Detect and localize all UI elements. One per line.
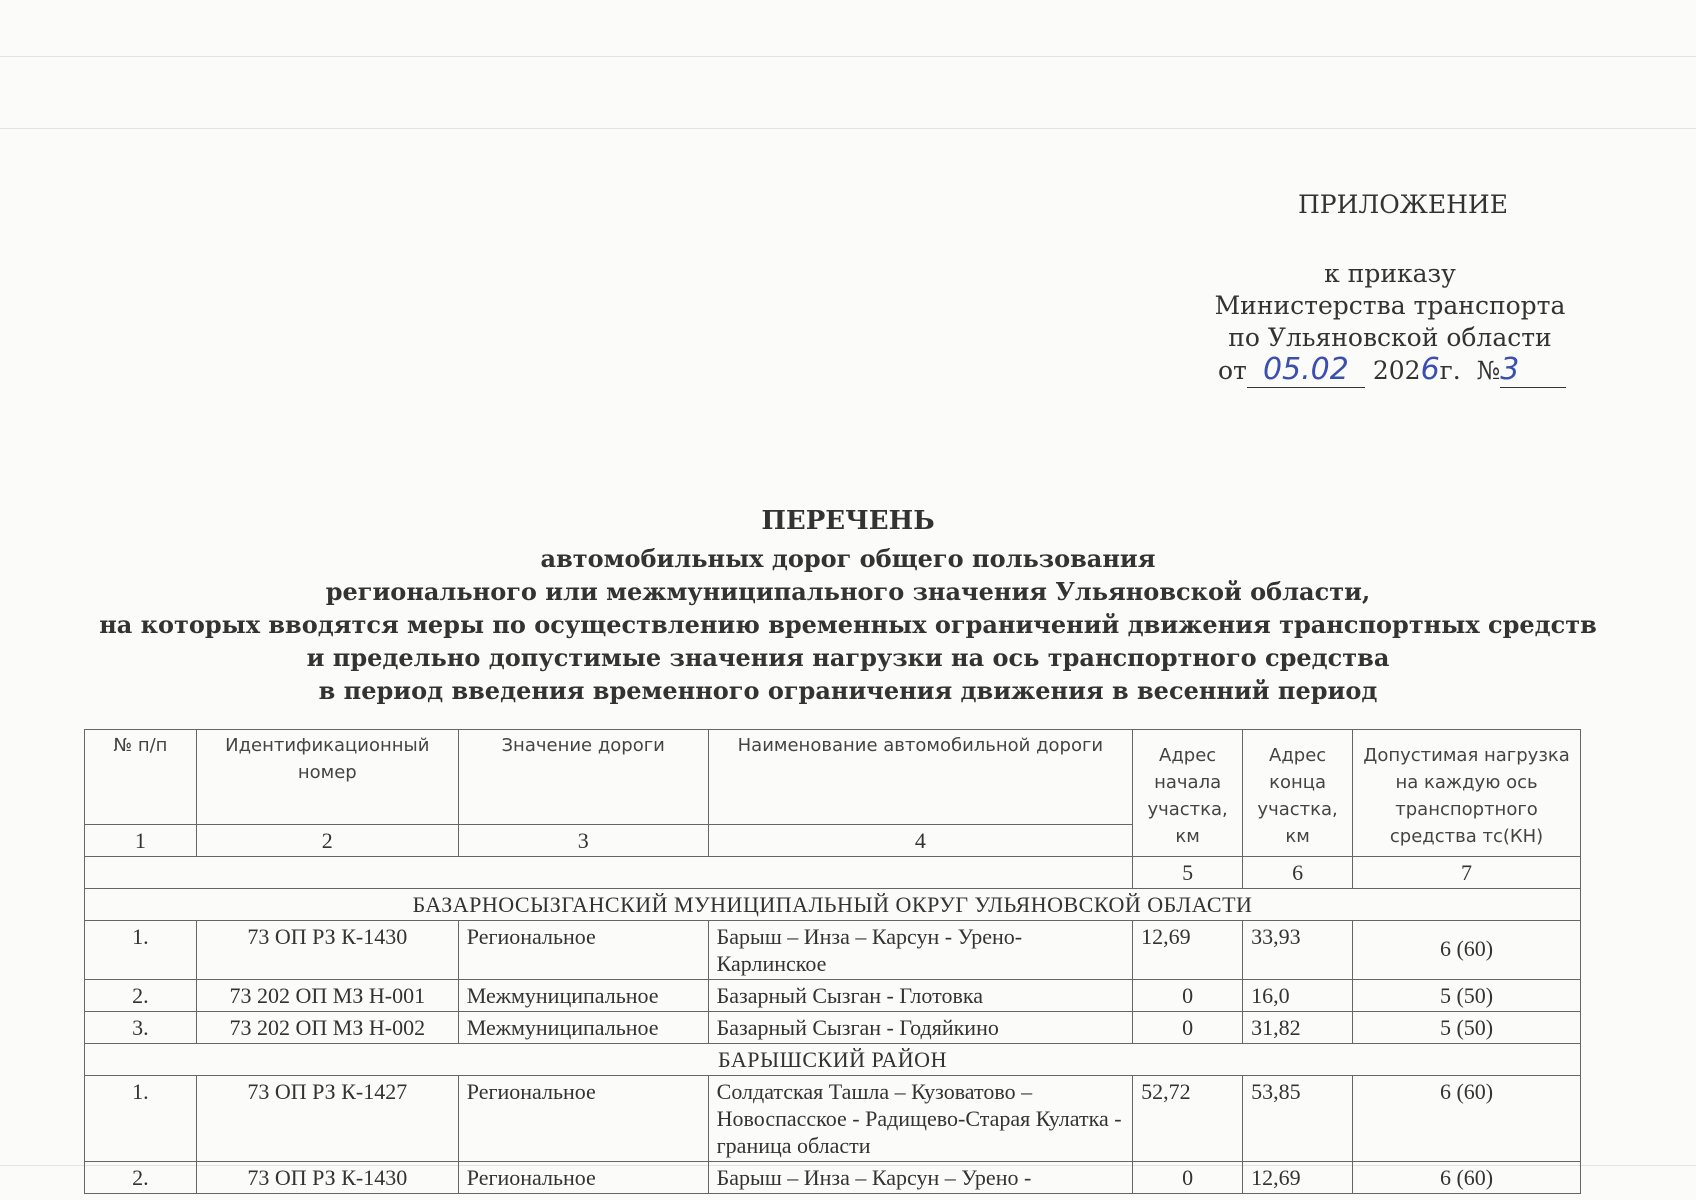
cell-significance: Региональное bbox=[458, 1076, 708, 1162]
document-title: ПЕРЕЧЕНЬ bbox=[761, 506, 935, 536]
cell-road-name: Базарный Сызган - Годяйкино bbox=[708, 1012, 1132, 1044]
cell-significance: Региональное bbox=[458, 1162, 708, 1194]
cell-end-km: 16,0 bbox=[1243, 980, 1353, 1012]
col-header-end-km: Адрес конца участка, км bbox=[1243, 730, 1353, 857]
cell-number: 1. bbox=[85, 921, 197, 980]
cell-axle-load: 6 (60) bbox=[1353, 921, 1581, 980]
order-line: к приказу bbox=[1324, 259, 1456, 288]
table-row bbox=[85, 1012, 1581, 1044]
cell-start-km: 0 bbox=[1133, 1012, 1243, 1044]
cell-id: 73 ОП РЗ К-1430 bbox=[196, 921, 458, 980]
order-date-line bbox=[1218, 352, 1566, 388]
subtitle-line: регионального или межмуниципального значения Ульяновской области, bbox=[325, 577, 1371, 606]
cell-id: 73 202 ОП МЗ Н-001 bbox=[196, 980, 458, 1012]
column-number: 1 bbox=[85, 825, 197, 857]
column-number: 5 bbox=[1133, 857, 1243, 889]
column-number: 6 bbox=[1243, 857, 1353, 889]
cell-id: 73 202 ОП МЗ Н-002 bbox=[196, 1012, 458, 1044]
table-row bbox=[85, 980, 1581, 1012]
subtitle-line: на которых вводятся меры по осуществлению временных ограничений движения транспортных средств bbox=[99, 610, 1597, 639]
cell-start-km: 52,72 bbox=[1133, 1076, 1243, 1162]
cell-number: 2. bbox=[85, 980, 197, 1012]
order-line: по Ульяновской области bbox=[1228, 323, 1552, 352]
roads-table bbox=[84, 729, 1581, 1194]
number-prefix: № bbox=[1476, 356, 1501, 385]
cell-significance: Межмуниципальное bbox=[458, 1012, 708, 1044]
section-row bbox=[85, 1044, 1581, 1076]
year-prefix: 202 bbox=[1372, 356, 1421, 385]
table-row bbox=[85, 921, 1581, 980]
cell-axle-load: 5 (50) bbox=[1353, 1012, 1581, 1044]
col-header-road-name: Наименование автомобильной дороги bbox=[708, 730, 1132, 825]
year-suffix: г. bbox=[1439, 356, 1461, 385]
cell-axle-load: 6 (60) bbox=[1353, 1076, 1581, 1162]
cell-end-km: 53,85 bbox=[1243, 1076, 1353, 1162]
section-title: БАРЫШСКИЙ РАЙОН bbox=[85, 1044, 1581, 1076]
col-header-significance: Значение дороги bbox=[458, 730, 708, 825]
cell-number: 1. bbox=[85, 1076, 197, 1162]
cell-number: 2. bbox=[85, 1162, 197, 1194]
col-header-axle-load: Допустимая нагрузка на каждую ось транспортного средства тс(КН) bbox=[1353, 730, 1581, 857]
cell-end-km: 31,82 bbox=[1243, 1012, 1353, 1044]
column-number: 3 bbox=[458, 825, 708, 857]
document-subtitle bbox=[0, 542, 1696, 707]
cell-end-km: 12,69 bbox=[1243, 1162, 1353, 1194]
subtitle-line: автомобильных дорог общего пользования bbox=[540, 544, 1156, 573]
cell-significance: Межмуниципальное bbox=[458, 980, 708, 1012]
cell-road-name: Барыш – Инза – Карсун - Урено-Карлинское bbox=[708, 921, 1132, 980]
column-number: 4 bbox=[708, 825, 1132, 857]
cell-axle-load: 6 (60) bbox=[1353, 1162, 1581, 1194]
cell-start-km: 12,69 bbox=[1133, 921, 1243, 980]
col-header-id: Идентификационный номер bbox=[196, 730, 458, 825]
section-title: БАЗАРНОСЫЗГАНСКИЙ МУНИЦИПАЛЬНЫЙ ОКРУГ УЛЬЯНОВСКОЙ ОБЛАСТИ bbox=[85, 889, 1581, 921]
column-number-row bbox=[85, 857, 1581, 889]
cell-start-km: 0 bbox=[1133, 1162, 1243, 1194]
scan-line bbox=[0, 56, 1696, 57]
column-number: 2 bbox=[196, 825, 458, 857]
cell-road-name: Барыш – Инза – Карсун – Урено - bbox=[708, 1162, 1132, 1194]
table-row bbox=[85, 1076, 1581, 1162]
column-number: 7 bbox=[1353, 857, 1581, 889]
appendix-label: ПРИЛОЖЕНИЕ bbox=[1298, 190, 1508, 219]
cell-end-km: 33,93 bbox=[1243, 921, 1353, 980]
col-header-start-km: Адрес начала участка, км bbox=[1133, 730, 1243, 857]
handwritten-year: 6 bbox=[1420, 352, 1440, 387]
handwritten-number: 3 bbox=[1500, 352, 1520, 387]
order-reference bbox=[1180, 258, 1600, 354]
cell-axle-load: 5 (50) bbox=[1353, 980, 1581, 1012]
cell-road-name: Солдатская Ташла – Кузоватово – Новоспасское - Радищево-Старая Кулатка - граница области bbox=[708, 1076, 1132, 1162]
cell-id: 73 ОП РЗ К-1430 bbox=[196, 1162, 458, 1194]
col-header-number: № п/п bbox=[85, 730, 197, 825]
order-line: Министерства транспорта bbox=[1214, 291, 1566, 320]
cell-road-name: Базарный Сызган - Глотовка bbox=[708, 980, 1132, 1012]
cell-significance: Региональное bbox=[458, 921, 708, 980]
handwritten-date: 05.02 bbox=[1262, 352, 1349, 387]
cell-number: 3. bbox=[85, 1012, 197, 1044]
date-prefix: от bbox=[1218, 356, 1247, 385]
scan-line bbox=[0, 128, 1696, 129]
cell-start-km: 0 bbox=[1133, 980, 1243, 1012]
subtitle-line: и предельно допустимые значения нагрузки на ось транспортного средства bbox=[306, 643, 1390, 672]
table-header-row bbox=[85, 730, 1581, 825]
subtitle-line: в период введения временного ограничения движения в весенний период bbox=[318, 676, 1378, 705]
cell-id: 73 ОП РЗ К-1427 bbox=[196, 1076, 458, 1162]
section-row bbox=[85, 889, 1581, 921]
table-row bbox=[85, 1162, 1581, 1194]
